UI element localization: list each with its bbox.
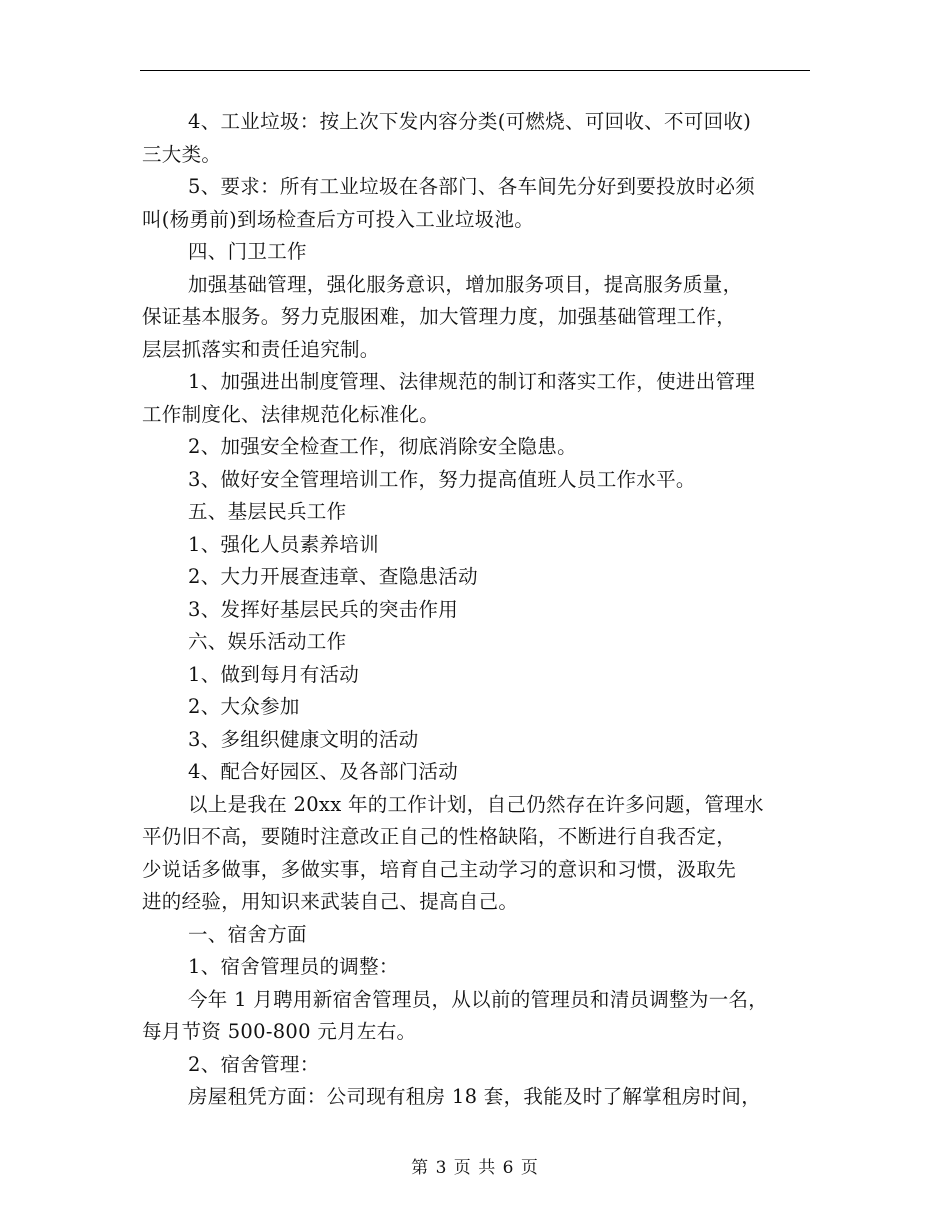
paragraph-line: 四、门卫工作 <box>188 240 307 263</box>
paragraph-line: 3、多组织健康文明的活动 <box>188 727 419 751</box>
paragraph-line: 1、做到每月有活动 <box>188 662 360 686</box>
paragraph-line: 2、宿舍管理： <box>188 1052 320 1076</box>
paragraph-line: 2、加强安全检查工作，彻底消除安全隐患。 <box>188 435 577 458</box>
paragraph-line: 3、做好安全管理培训工作，努力提高值班人员工作水平。 <box>188 467 696 491</box>
paragraph-line: 4、配合好园区、及各部门活动 <box>188 760 459 783</box>
paragraph-line: 2、大力开展查违章、查隐患活动 <box>188 565 478 588</box>
paragraph-line: 房屋租凭方面：公司现有租房 18 套，我能及时了解掌租房时间， <box>188 1085 762 1108</box>
paragraph-line: 以上是我在 20xx 年的工作计划，自己仍然存在许多问题，管理水 <box>188 792 764 816</box>
paragraph-line: 3、发挥好基层民兵的突击作用 <box>188 597 459 621</box>
paragraph-line: 六、娱乐活动工作 <box>188 630 347 653</box>
paragraph-line: 1、强化人员素养培训 <box>188 532 379 556</box>
paragraph-line: 1、加强进出制度管理、法律规范的制订和落实工作，使进出管理 <box>188 370 756 393</box>
paragraph-line: 层层抓落实和责任追究制。 <box>142 337 380 361</box>
paragraph-line: 三大类。 <box>142 142 222 166</box>
paragraph-line: 1、宿舍管理员的调整： <box>188 955 399 978</box>
paragraph-line: 少说话多做事，多做实事，培育自己主动学习的意识和习惯，汲取先 <box>142 857 737 881</box>
paragraph-line: 5、要求：所有工业垃圾在各部门、各车间先分好到要投放时必须 <box>188 175 756 198</box>
paragraph-line: 叫(杨勇前)到场检查后方可投入工业垃圾池。 <box>142 207 535 231</box>
paragraph-line: 平仍旧不高，要随时注意改正自己的性格缺陷，不断进行自我否定， <box>142 825 737 848</box>
paragraph-line: 每月节资 500-800 元月左右。 <box>142 1020 417 1043</box>
paragraph-line: 一、宿舍方面 <box>188 922 307 946</box>
paragraph-line: 加强基础管理，强化服务意识，增加服务项目，提高服务质量， <box>188 272 743 296</box>
paragraph-line: 进的经验，用知识来武装自己、提高自己。 <box>142 890 519 913</box>
page-footer: 第 3 页 共 6 页 <box>411 1158 539 1178</box>
header-rule <box>140 70 810 71</box>
paragraph-line: 4、工业垃圾：按上次下发内容分类(可燃烧、可回收、不可回收) <box>188 110 752 133</box>
paragraph-line: 工作制度化、法律规范化标准化。 <box>142 402 440 426</box>
paragraph-line: 五、基层民兵工作 <box>188 500 347 523</box>
paragraph-line: 保证基本服务。努力克服困难，加大管理力度，加强基础管理工作， <box>142 305 737 328</box>
paragraph-line: 2、大众参加 <box>188 695 300 718</box>
paragraph-line: 今年 1 月聘用新宿舍管理员，从以前的管理员和清员调整为一名， <box>188 987 769 1011</box>
